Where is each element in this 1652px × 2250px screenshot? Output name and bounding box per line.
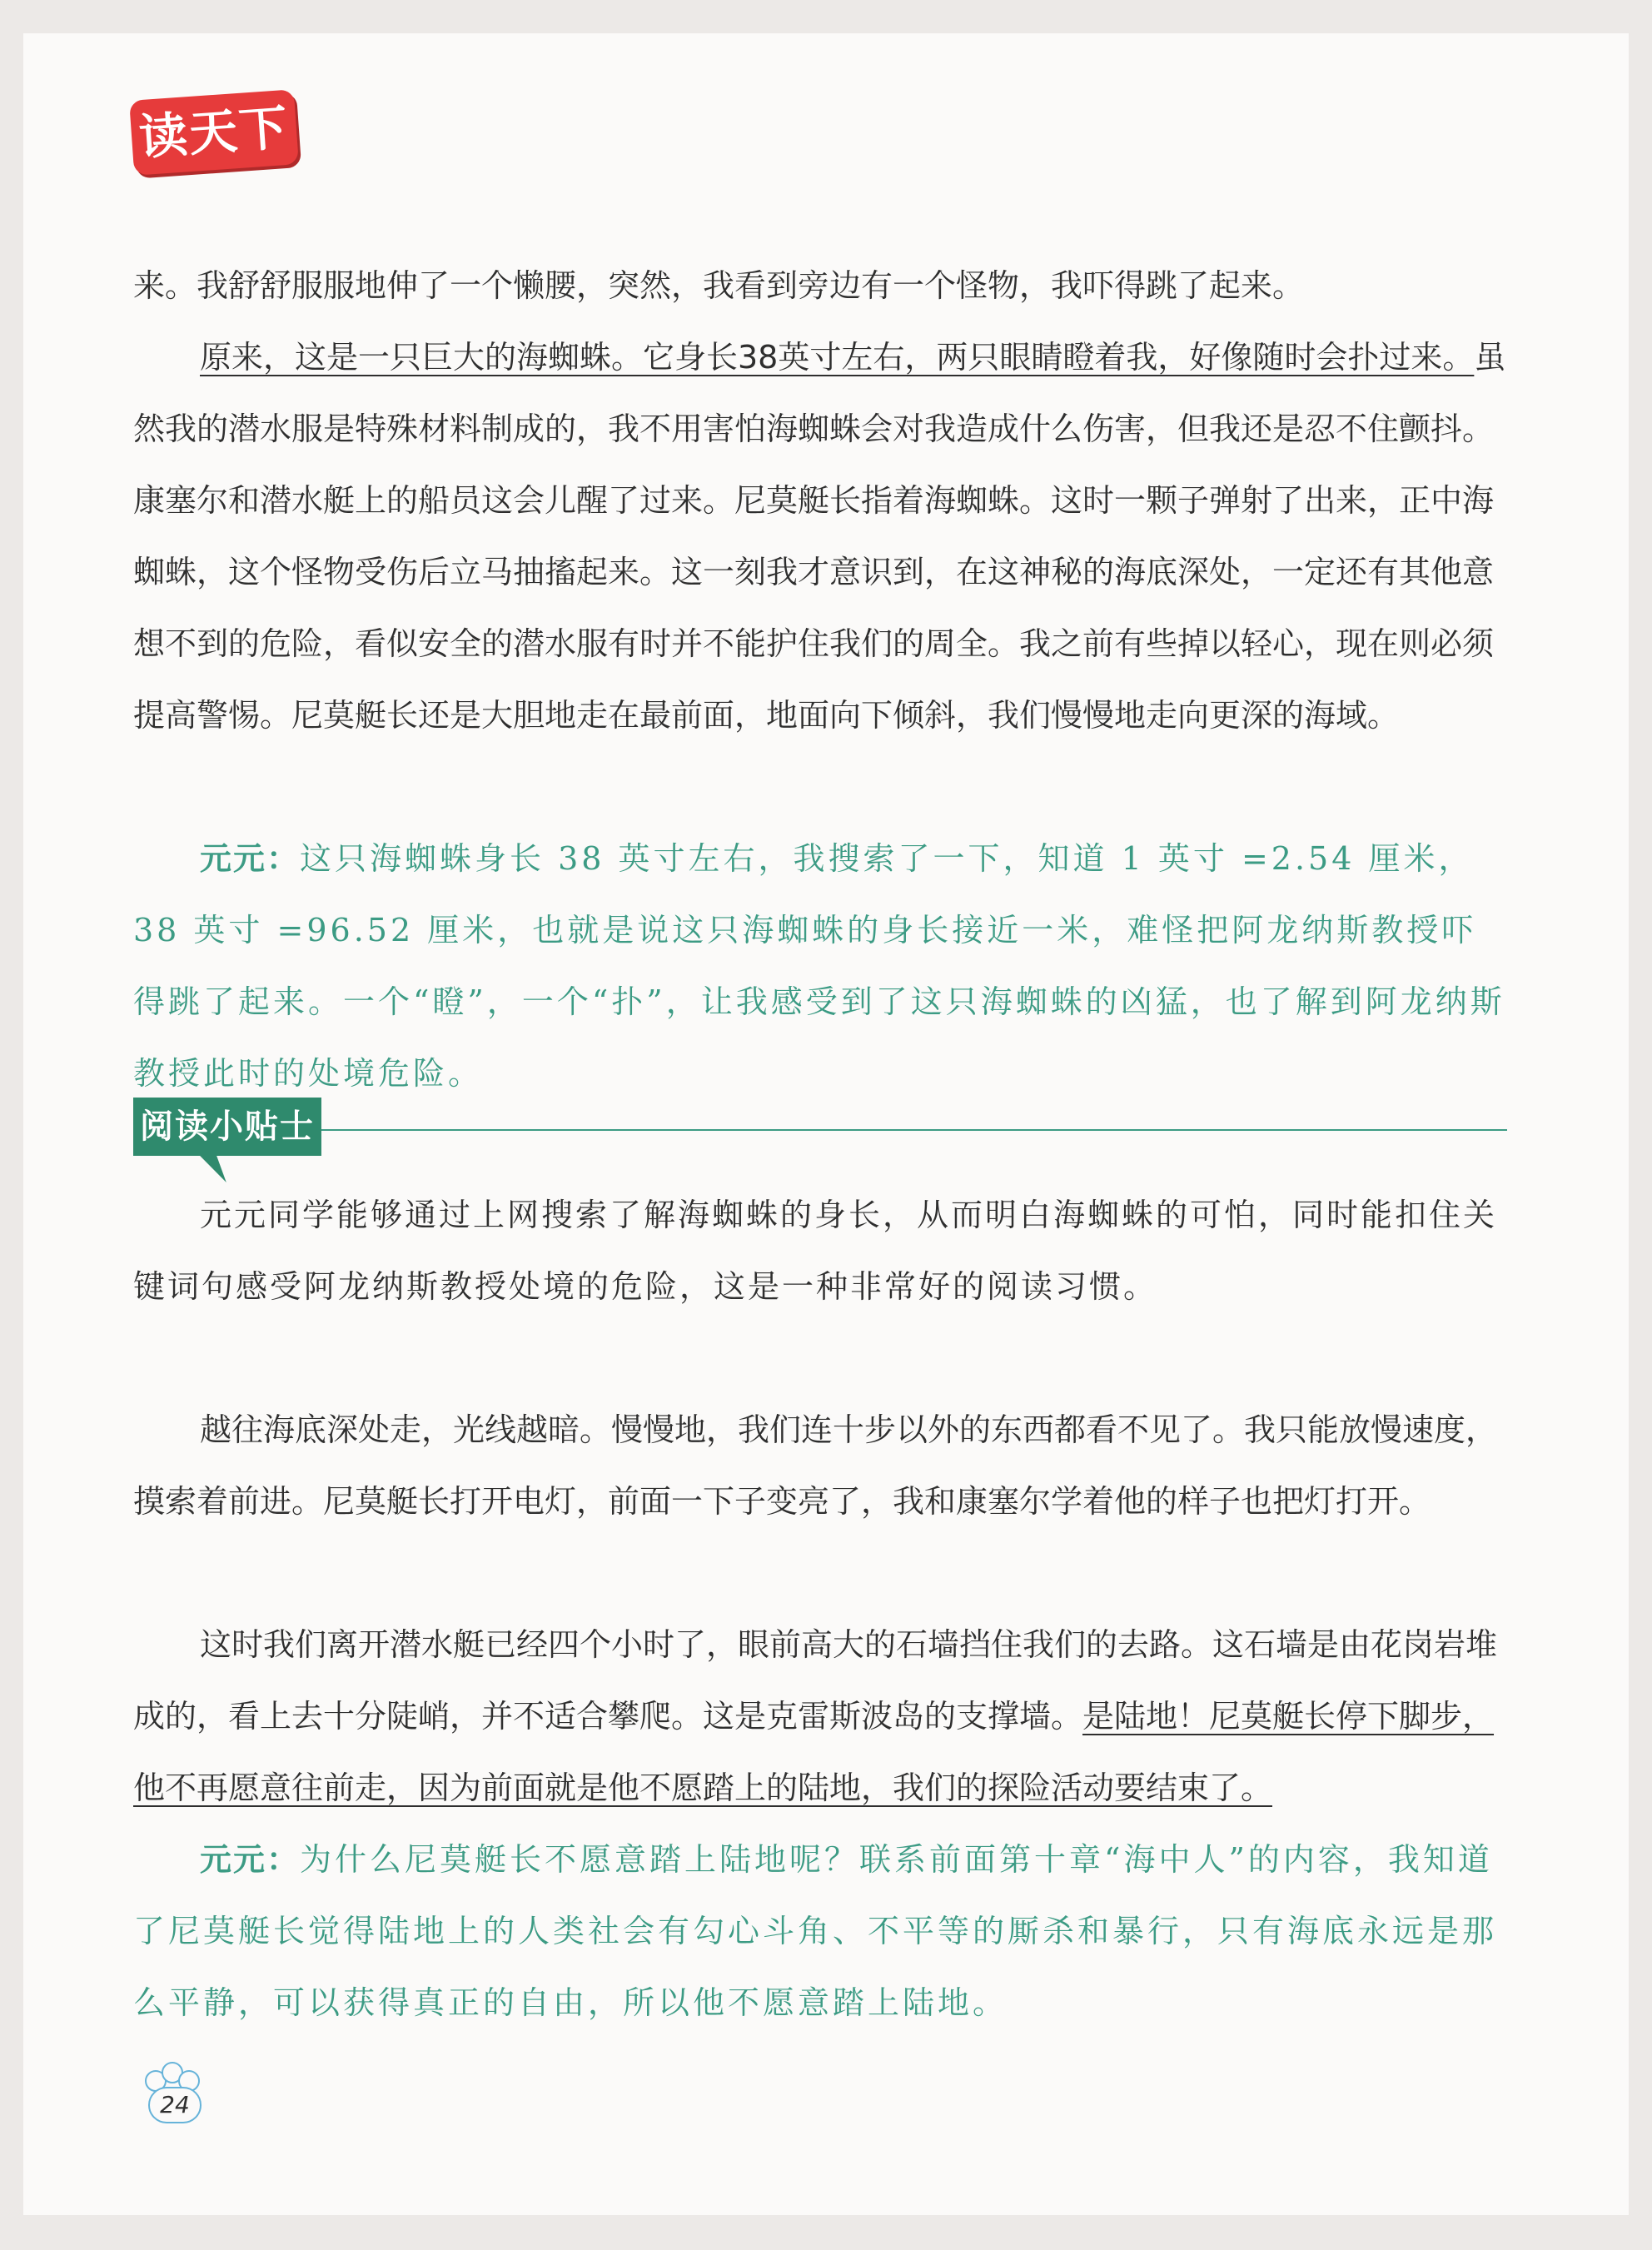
- paragraph-1: 来。我舒舒服服地伸了一个懒腰，突然，我看到旁边有一个怪物，我吓得跳了起来。: [133, 267, 1305, 304]
- page-number: 24: [148, 2087, 202, 2123]
- tip-divider: [321, 1129, 1507, 1131]
- note-speaker: 元元：: [200, 840, 301, 877]
- note-text: 为什么尼莫艇长不愿意踏上陆地呢？联系前面第十章“海中人”的内容，我知道了尼莫艇长觉得陆地上的人类社会有勾心斗角、不平等的厮杀和暴行，只有海底永远是那么平静，可以获得真正的自由，所以他不愿意踏上陆地。: [133, 1841, 1498, 2021]
- page-footer: [132, 2062, 206, 2120]
- paragraph-4: [133, 1609, 1507, 1824]
- note-text: 这只海蜘蛛身长 38 英寸左右，我搜索了一下，知道 1 英寸 =2.54 厘米，38 英寸 =96.52 厘米，也就是说这只海蜘蛛的身长接近一米，难怪把阿龙纳斯教授吓得跳了起来。一个“瞪”，一个“扑”，让我感受到了这只海蜘蛛的凶猛，也了解到阿龙纳斯教授此时的处境危险。: [133, 840, 1505, 1092]
- note-yuanyuan-2: [133, 1824, 1507, 2038]
- paragraph-3: 越往海底深处走，光线越暗。慢慢地，我们连十步以外的东西都看不见了。我只能放慢速度，摸索着前进。尼莫艇长打开电灯，前面一下子变亮了，我和康塞尔学着他的样子也把灯打开。: [133, 1411, 1498, 1520]
- underlined-sentence: 原来，这是一只巨大的海蜘蛛。它身长38英寸左右，两只眼睛瞪着我，好像随时会扑过来。: [200, 339, 1475, 376]
- underlined-sentence: 是陆地！尼莫艇长停下脚步，他不再愿意往前走，因为前面就是他不愿踏上的陆地，我们的探险活动要结束了。: [133, 1698, 1495, 1806]
- note-yuanyuan-1: [133, 823, 1507, 1109]
- note-speaker: 元元：: [200, 1841, 301, 1878]
- paragraph-2: [133, 321, 1507, 751]
- series-logo: 读天下: [129, 89, 299, 176]
- paragraph-4-plain: 这时我们离开潜水艇已经四个小时了，眼前高大的石墙挡住我们的去路。这石墙是由花岗岩堆成的，看上去十分陡峭，并不适合攀爬。这是克雷斯波岛的支撑墙。: [133, 1626, 1498, 1735]
- reading-tip-label: 阅读小贴士: [133, 1098, 321, 1156]
- reading-tip-text: 元元同学能够通过上网搜索了解海蜘蛛的身长，从而明白海蜘蛛的可怕，同时能扣住关键词句感受阿龙纳斯教授处境的危险，这是一种非常好的阅读习惯。: [133, 1197, 1498, 1305]
- paragraph-2-rest: 虽然我的潜水服是特殊材料制成的，我不用害怕海蜘蛛会对我造成什么伤害，但我还是忍不住颤抖。康塞尔和潜水艇上的船员这会儿醒了过来。尼莫艇长指着海蜘蛛。这时一颗子弹射了出来，正中海蜘蛛，这个怪物受伤后立马抽搐起来。这一刻我才意识到，在这神秘的海底深处，一定还有其他意想不到的危险，看似安全的潜水服有时并不能护住我们的周全。我之前有些掉以轻心，现在则必须提高警惕。尼莫艇长还是大胆地走在最前面，地面向下倾斜，我们慢慢地走向更深的海域。: [133, 339, 1506, 734]
